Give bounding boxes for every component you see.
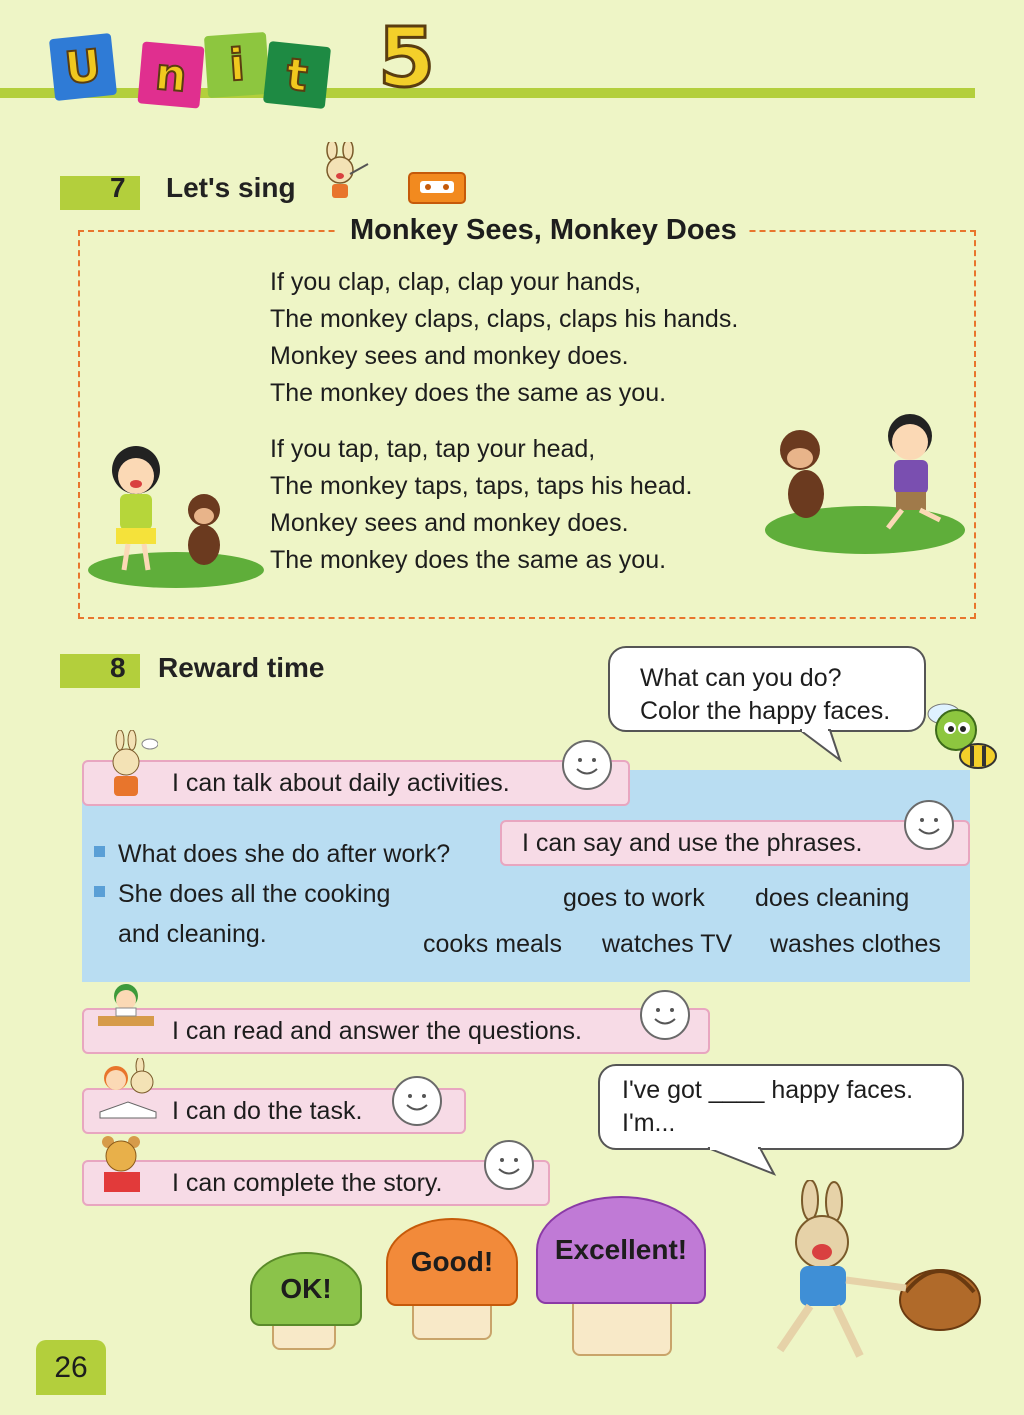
lyric-line: The monkey does the same as you. — [270, 546, 667, 574]
speech-bubble-top-tail — [800, 728, 850, 762]
bullet-icon — [94, 846, 105, 857]
song-title: Monkey Sees, Monkey Does — [338, 214, 749, 247]
phrase-does-cleaning: does cleaning — [755, 884, 910, 912]
speech-bubble-bottom — [598, 1064, 964, 1150]
section7-title: Let's sing — [166, 172, 296, 203]
reward-item-talk — [82, 760, 630, 806]
lyric-line: If you tap, tap, tap your head, — [270, 435, 596, 463]
reward-item-phrases — [500, 820, 970, 866]
smiley-face-icon-story[interactable] — [484, 1140, 534, 1190]
unit-number: 5 — [378, 11, 436, 106]
monkey-boy-illustration — [760, 410, 970, 560]
reward-item-read — [82, 1008, 710, 1054]
section8-number: 8 — [110, 652, 126, 683]
bullet-icon — [94, 886, 105, 897]
rabbit-basket-illustration — [730, 1180, 990, 1380]
unit-letter-u: U — [49, 33, 117, 101]
bee-icon — [916, 688, 1006, 778]
bubble-line: What can you do? — [640, 664, 842, 692]
lyric-line: The monkey does the same as you. — [270, 379, 667, 407]
dialog-question: What does she do after work? — [118, 840, 451, 868]
unit-letter-i: i — [204, 32, 270, 98]
dialog-answer-line-2: and cleaning. — [118, 920, 267, 948]
lyric-line: The monkey taps, taps, taps his head. — [270, 472, 693, 500]
rabbit-singer-icon — [310, 142, 380, 202]
page-number: 26 — [36, 1340, 106, 1395]
bear-reading-icon — [94, 1132, 152, 1196]
reward-item-story — [82, 1160, 550, 1206]
speech-bubble-bottom-tail — [700, 1146, 780, 1176]
reward-item-label: I can complete the story. — [172, 1168, 443, 1197]
reward-item-label: I can talk about daily activities. — [172, 768, 510, 797]
section8-tab — [60, 654, 140, 688]
reward-item-label: I can say and use the phrases. — [522, 828, 863, 857]
dialog-answer-line-1: She does all the cooking — [118, 880, 391, 908]
lyric-line: Monkey sees and monkey does. — [270, 342, 629, 370]
section7-tab — [60, 176, 140, 210]
bubble-line: I've got ____ happy faces. — [622, 1076, 914, 1104]
unit-letter-n: n — [137, 41, 204, 108]
bubble-line: I'm... — [622, 1109, 676, 1137]
student-desk-icon — [94, 978, 158, 1038]
smiley-face-icon-talk[interactable] — [562, 740, 612, 790]
lyric-line: If you clap, clap, clap your hands, — [270, 268, 642, 296]
cassette-icon — [408, 172, 466, 204]
phrase-watches-tv: watches TV — [602, 930, 733, 958]
reward-item-label: I can do the task. — [172, 1096, 363, 1125]
rabbit-teacher-icon — [98, 730, 158, 800]
phrase-washes-clothes: washes clothes — [770, 930, 941, 958]
lyric-line: The monkey claps, claps, claps his hands. — [270, 305, 739, 333]
mushroom-cap-ok: OK! — [250, 1252, 362, 1326]
kids-reading-icon — [94, 1058, 162, 1120]
phrase-cooks-meals: cooks meals — [423, 930, 562, 958]
mushroom-cap-excellent: Excellent! — [536, 1196, 706, 1304]
bubble-line: Color the happy faces. — [640, 697, 891, 725]
reward-item-label: I can read and answer the questions. — [172, 1016, 582, 1045]
speech-bubble-top — [608, 646, 926, 732]
smiley-face-icon-read[interactable] — [640, 990, 690, 1040]
lyric-line: Monkey sees and monkey does. — [270, 509, 629, 537]
girl-monkey-illustration — [86, 430, 266, 590]
smiley-face-icon-phrases[interactable] — [904, 800, 954, 850]
phrase-goes-to-work: goes to work — [563, 884, 705, 912]
unit-letter-t: t — [263, 41, 331, 109]
section8-title: Reward time — [158, 652, 325, 683]
mushroom-cap-good: Good! — [386, 1218, 518, 1306]
smiley-face-icon-task[interactable] — [392, 1076, 442, 1126]
section7-number: 7 — [110, 172, 126, 203]
